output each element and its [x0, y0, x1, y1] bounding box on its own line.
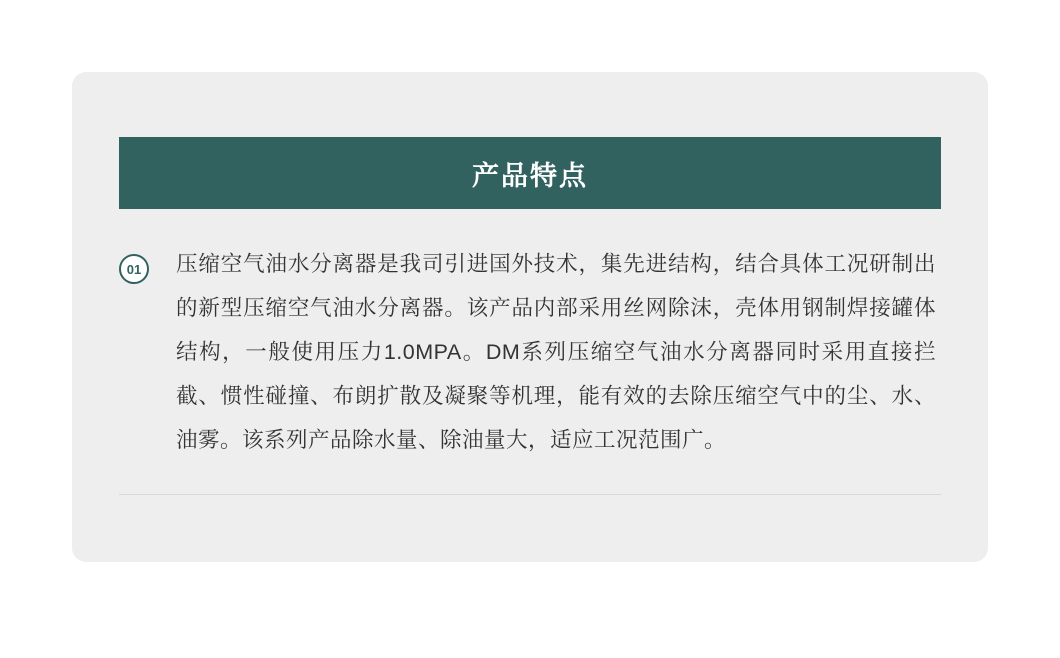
product-feature-card [72, 72, 988, 562]
item-number-badge: 01 [119, 254, 149, 284]
page-title: 产品特点 [472, 160, 588, 191]
feature-description: 压缩空气油水分离器是我司引进国外技术，集先进结构，结合具体工况研制出的新型压缩空气油水分离器。该产品内部采用丝网除沫，壳体用钢制焊接罐体结构，一般使用压力1.0MPA。DM系列压缩空气油水分离器同时采用直接拦截、惯性碰撞、布朗扩散及凝聚等机理，能有效的去除压缩空气中的尘、水、油雾。该系列产品除水量、除油量大，适应工况范围广。 [176, 252, 936, 452]
feature-item [119, 242, 941, 462]
section-divider [119, 494, 941, 495]
card-header-bar [119, 137, 941, 209]
